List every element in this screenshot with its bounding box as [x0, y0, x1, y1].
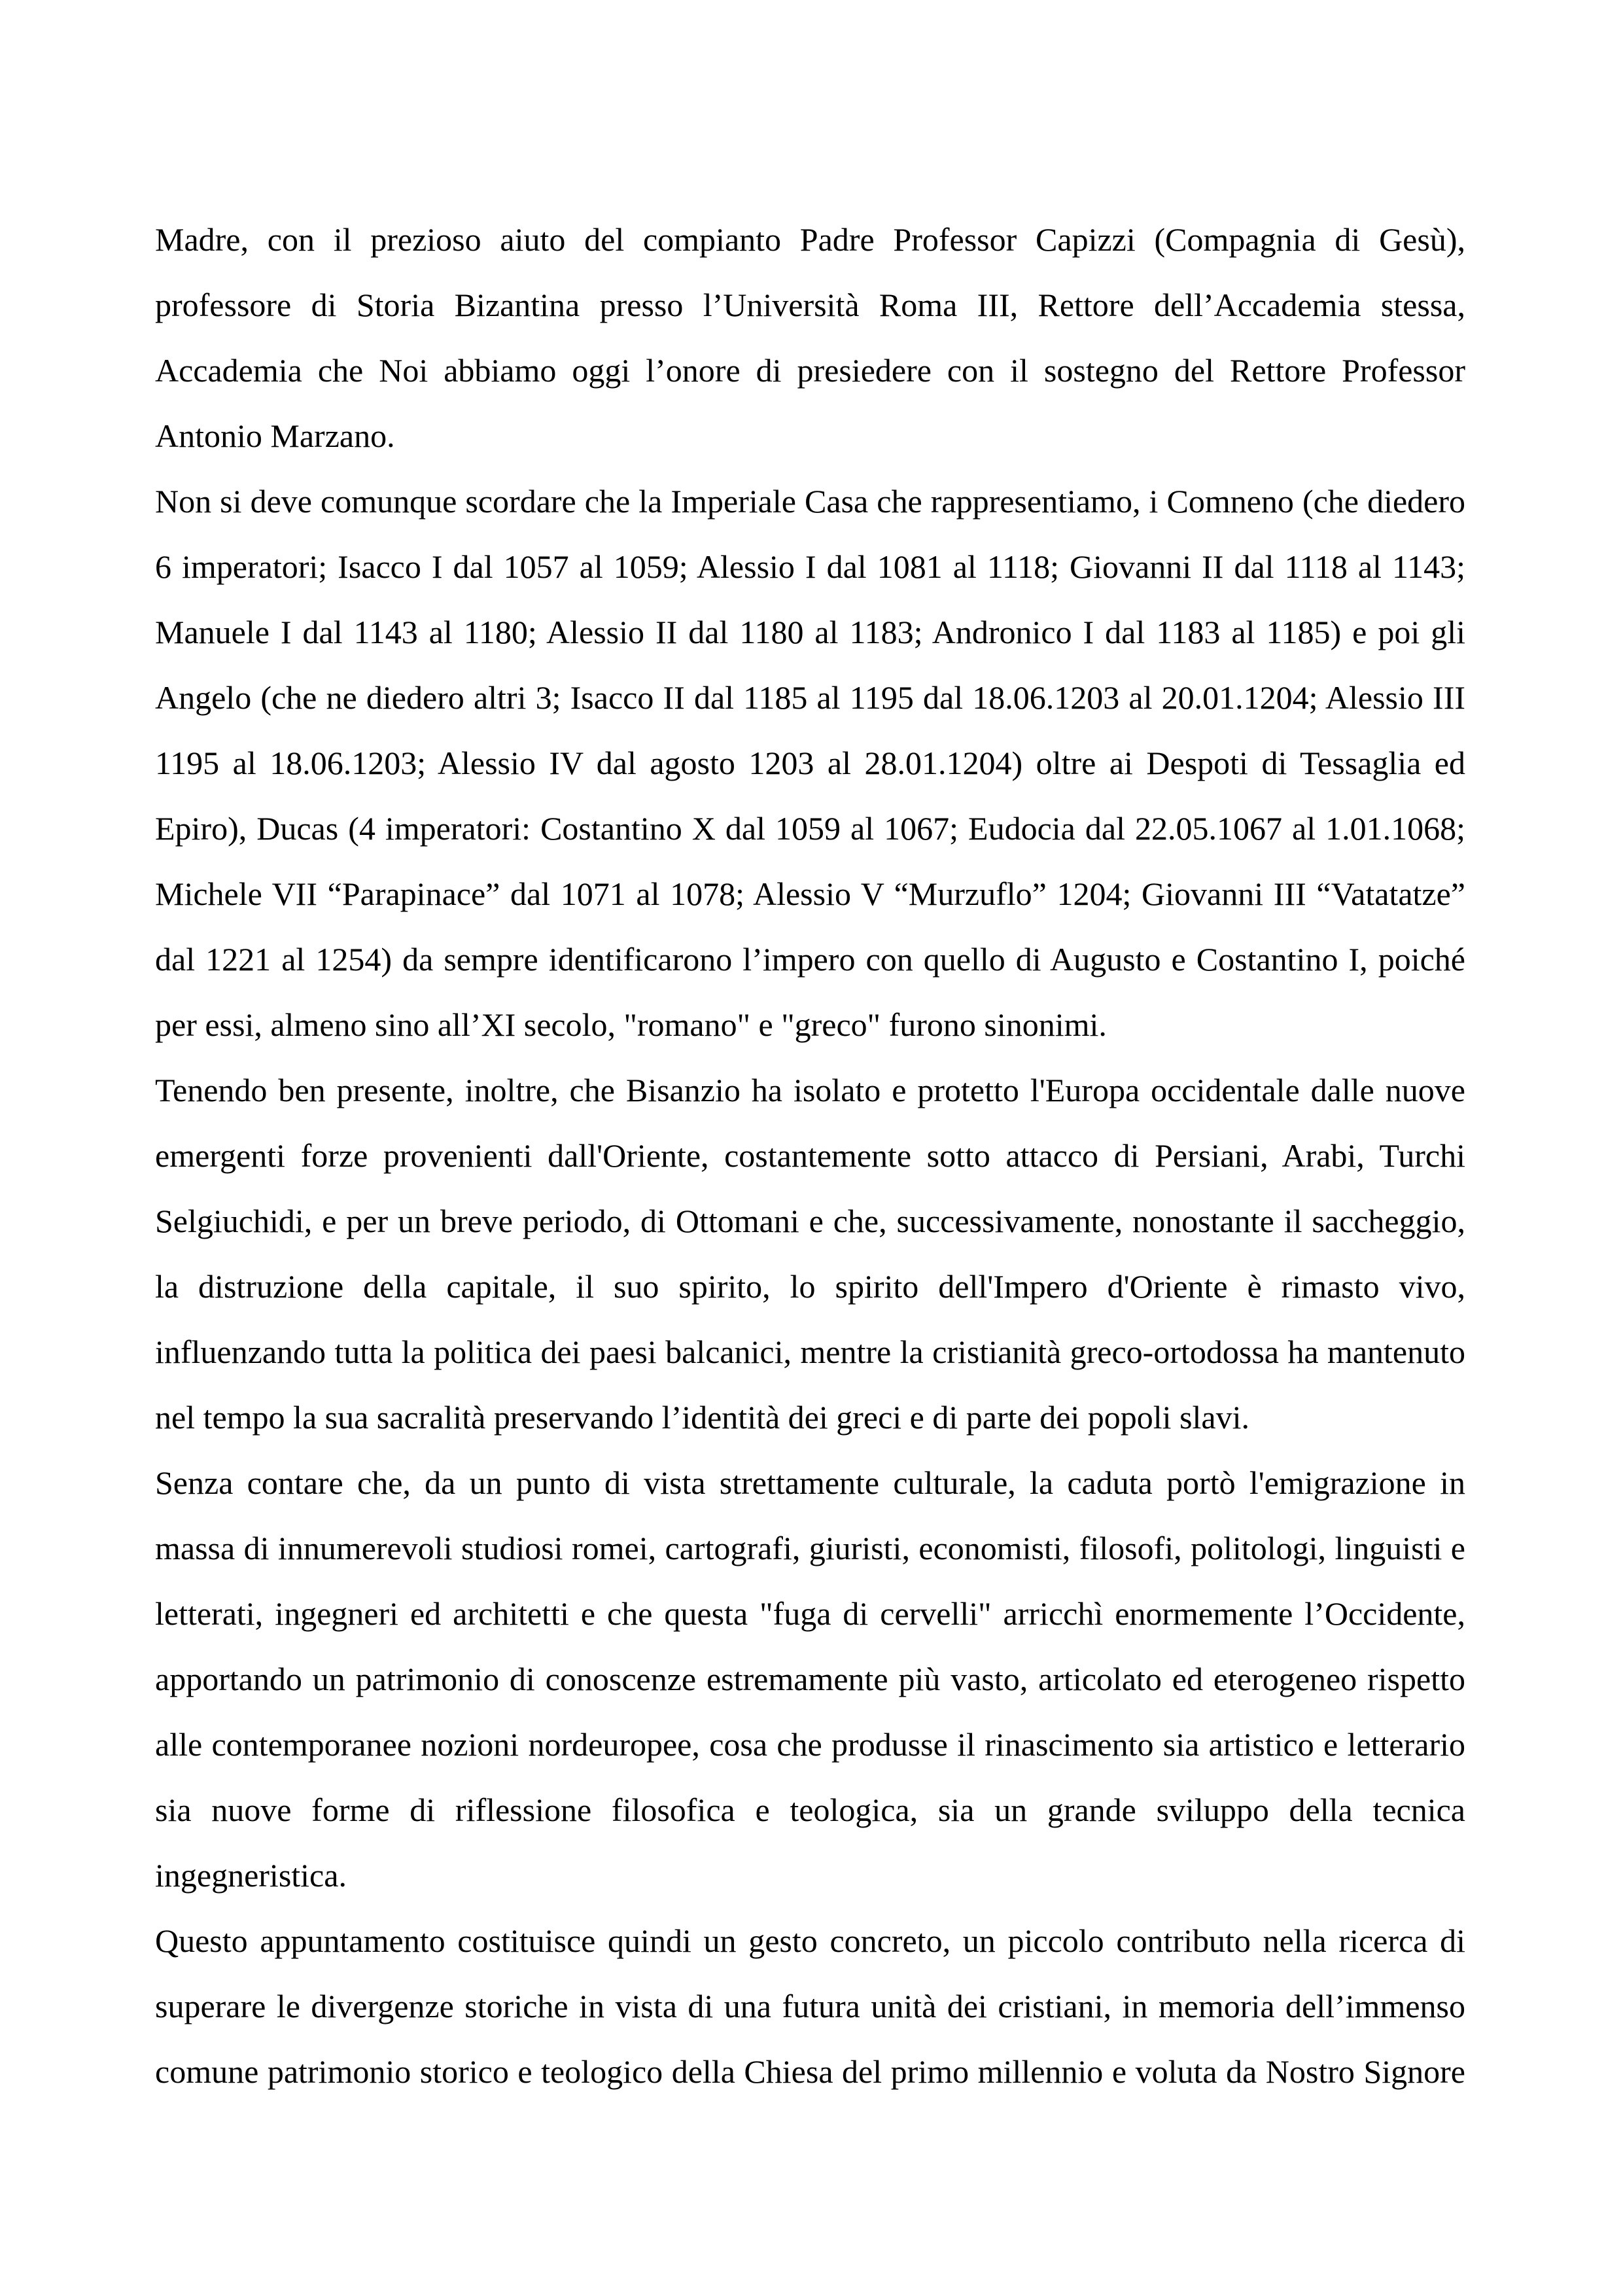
text-line: Questo appuntamento costituisce quindi un gesto concreto, un piccolo contributo nella ricerca di: [155, 1922, 1465, 1959]
text-line: Tenendo ben presente, inoltre, che Bisanzio ha isolato e protetto l'Europa occidentale dalle nuove: [155, 1072, 1465, 1108]
text-line: Manuele I dal 1143 al 1180; Alessio II dal 1180 al 1183; Andronico I dal 1183 al 1185) e poi gli: [155, 614, 1465, 650]
body-text: [155, 207, 1465, 2104]
text-line: per essi, almeno sino all’XI secolo, "romano" e "greco" furono sinonimi.: [155, 1006, 1107, 1043]
text-line: Senza contare che, da un punto di vista strettamente culturale, la caduta portò l'emigrazione in: [155, 1464, 1465, 1501]
text-line: Selgiuchidi, e per un breve periodo, di Ottomani e che, successivamente, nonostante il saccheggio,: [155, 1203, 1465, 1239]
text-line: sia nuove forme di riflessione filosofica e teologica, sia un grande sviluppo della tecnica: [155, 1792, 1465, 1828]
paragraph-2: [155, 468, 1465, 1057]
text-line: Michele VII “Parapinace” dal 1071 al 1078; Alessio V “Murzuflo” 1204; Giovanni III “Vatatatze”: [155, 875, 1465, 912]
paragraph-5: [155, 1908, 1465, 2104]
text-line: superare le divergenze storiche in vista di una futura unità dei cristiani, in memoria dell’immenso: [155, 1988, 1465, 2024]
text-line: emergenti forze provenienti dall'Oriente, costantemente sotto attacco di Persiani, Arabi, Turchi: [155, 1137, 1465, 1174]
paragraph-3: [155, 1057, 1465, 1450]
text-line: comune patrimonio storico e teologico della Chiesa del primo millennio e voluta da Nostro Signore: [155, 2053, 1465, 2090]
text-line: Epiro), Ducas (4 imperatori: Costantino X dal 1059 al 1067; Eudocia dal 22.05.1067 al 1.01.1068;: [155, 810, 1465, 847]
text-line: Madre, con il prezioso aiuto del compianto Padre Professor Capizzi (Compagnia di Gesù),: [155, 221, 1465, 258]
text-line: apportando un patrimonio di conoscenze estremamente più vasto, articolato ed eterogeneo rispetto: [155, 1661, 1465, 1697]
text-line: la distruzione della capitale, il suo spirito, lo spirito dell'Impero d'Oriente è rimasto vivo,: [155, 1268, 1465, 1305]
text-line: letterati, ingegneri ed architetti e che questa "fuga di cervelli" arricchì enormemente l’Occidente,: [155, 1595, 1465, 1632]
text-line: massa di innumerevoli studiosi romei, cartografi, giuristi, economisti, filosofi, politologi, linguisti e: [155, 1530, 1465, 1566]
text-line: Non si deve comunque scordare che la Imperiale Casa che rappresentiamo, i Comneno (che diedero: [155, 483, 1465, 520]
text-line: Antonio Marzano.: [155, 417, 395, 454]
text-line: Accademia che Noi abbiamo oggi l’onore di presiedere con il sostegno del Rettore Professor: [155, 352, 1465, 389]
text-line: 6 imperatori; Isacco I dal 1057 al 1059; Alessio I dal 1081 al 1118; Giovanni II dal 1118 al 1143;: [155, 548, 1465, 585]
text-line: ingegneristica.: [155, 1857, 347, 1894]
text-line: influenzando tutta la politica dei paesi balcanici, mentre la cristianità greco-ortodossa ha mantenuto: [155, 1333, 1465, 1370]
text-line: Angelo (che ne diedero altri 3; Isacco II dal 1185 al 1195 dal 18.06.1203 al 20.01.1204; Alessio III: [155, 679, 1465, 716]
text-line: nel tempo la sua sacralità preservando l’identità dei greci e di parte dei popoli slavi.: [155, 1399, 1249, 1436]
paragraph-4: [155, 1450, 1465, 1908]
text-line: professore di Storia Bizantina presso l’Università Roma III, Rettore dell’Accademia stessa,: [155, 287, 1465, 323]
text-line: alle contemporanee nozioni nordeuropee, cosa che produsse il rinascimento sia artistico e letterario: [155, 1726, 1465, 1763]
text-line: 1195 al 18.06.1203; Alessio IV dal agosto 1203 al 28.01.1204) oltre ai Despoti di Tessaglia ed: [155, 745, 1465, 781]
text-line: dal 1221 al 1254) da sempre identificarono l’impero con quello di Augusto e Costantino I, poiché: [155, 941, 1465, 978]
paragraph-1: [155, 207, 1465, 468]
